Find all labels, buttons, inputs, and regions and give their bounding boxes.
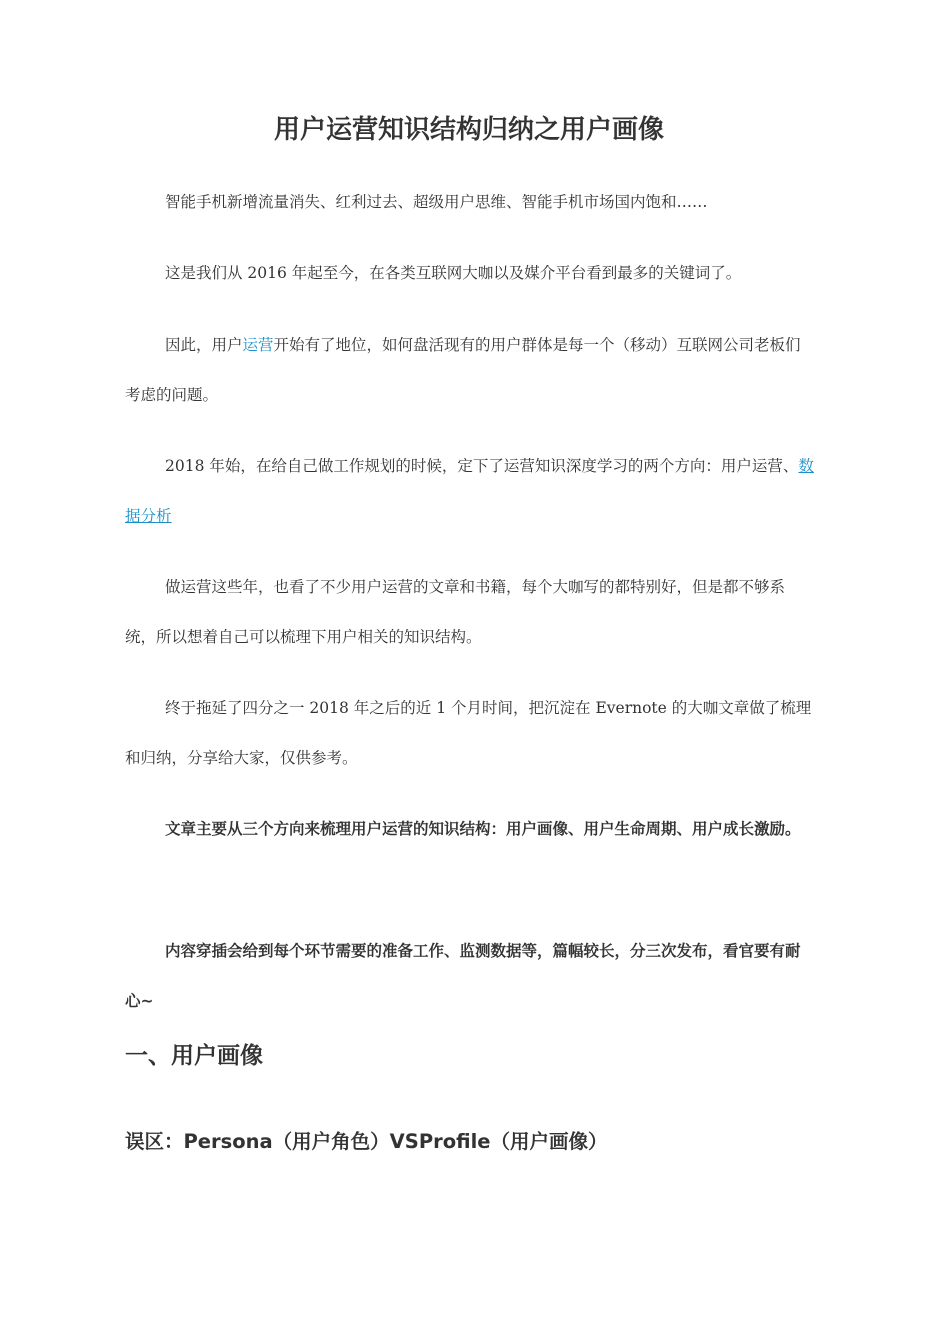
paragraph-user-operation-status — [125, 320, 815, 420]
paragraph-publishing-note: 内容穿插会给到每个环节需要的准备工作、监测数据等，篇幅较长，分三次发布，看官要有耐心~ — [125, 942, 801, 1010]
paragraph-evernote-summary: 终于拖延了四分之一 2018 年之后的近 1 个月时间，把沉淀在 Evernote 的大咖文章做了梳理和归纳，分享给大家，仅供参考。 — [125, 699, 812, 767]
document-title: 用户运营知识结构归纳之用户画像 — [273, 115, 664, 145]
paragraph-text: 2018 年始，在给自己做工作规划的时候，定下了运营知识深度学习的两个方向：用户运营、 — [165, 457, 799, 475]
paragraph-text: 因此，用户 — [165, 336, 243, 354]
paragraph-article-structure: 文章主要从三个方向来梳理用户运营的知识结构：用户画像、用户生命周期、用户成长激励。 — [165, 820, 801, 838]
paragraph-intro-keywords: 智能手机新增流量消失、红利过去、超级用户思维、智能手机市场国内饱和…… — [165, 193, 708, 211]
paragraph-reading-experience: 做运营这些年，也看了不少用户运营的文章和书籍，每个大咖写的都特别好，但是都不够系统，所以想着自己可以梳理下用户相关的知识结构。 — [125, 578, 786, 646]
data-analysis-link[interactable]: 数据分析 — [125, 457, 814, 525]
section-heading-user-profile: 一、用户画像 — [125, 1043, 263, 1069]
sub-heading-persona-vs-profile: 误区：Persona（用户角色）VSProfile（用户画像） — [125, 1130, 608, 1153]
paragraph-keywords-since-2016: 这是我们从 2016 年起至今，在各类互联网大咖以及媒介平台看到最多的关键词了。 — [165, 264, 742, 282]
operation-link[interactable]: 运营 — [242, 336, 274, 354]
paragraph-2018-plan — [125, 441, 815, 541]
paragraph-text: 开始有了地位，如何盘活现有的用户群体是每一个（移动）互联网公司老板们考虑的问题。 — [125, 336, 801, 404]
